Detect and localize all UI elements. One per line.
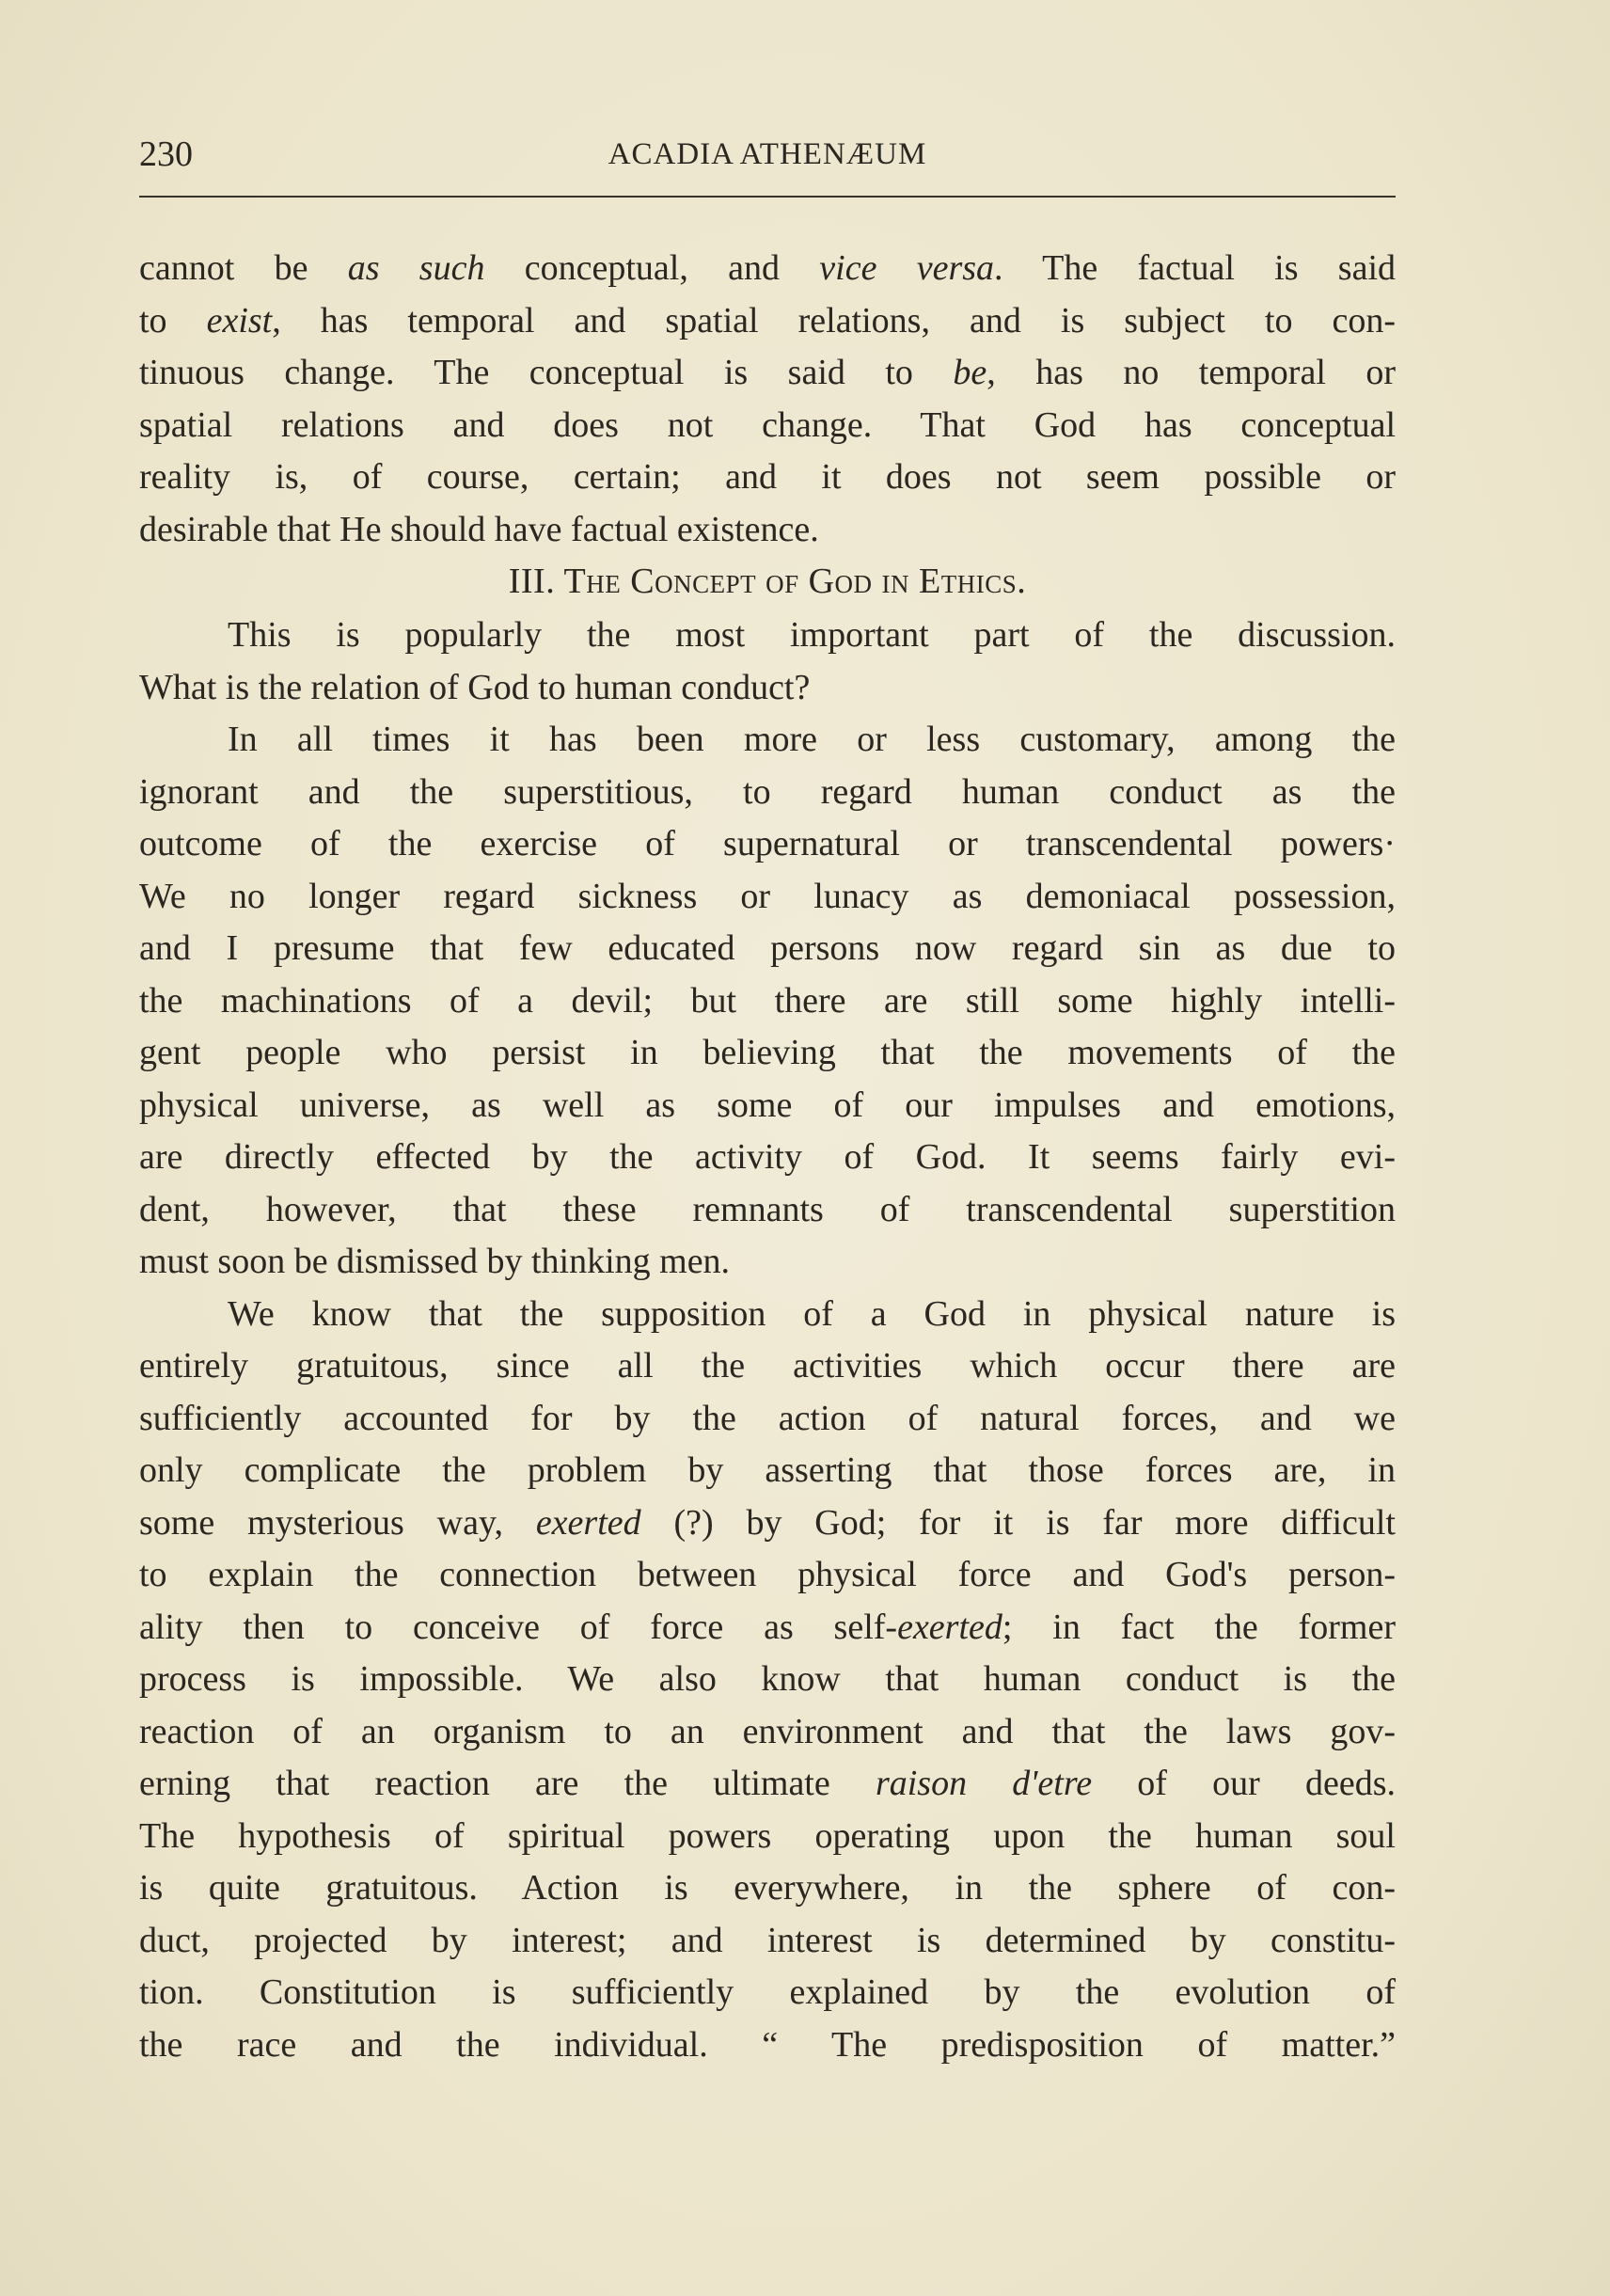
- text-line: dent, however, that these remnants of transcendental superstition: [139, 1189, 1396, 1229]
- text-line: erning that reaction are the ultimate raison d'etre of our deeds.: [139, 1764, 1396, 1803]
- text-line: the race and the individual. “ The predisposition of matter.”: [139, 2024, 1396, 2065]
- text-line: We know that the supposition of a God in physical nature is: [228, 1293, 1396, 1334]
- text-line: tion. Constitution is sufficiently explained by the evolution of: [139, 1972, 1396, 2012]
- text-line: outcome of the exercise of supernatural or transcendental powers·: [139, 824, 1396, 863]
- text-line: cannot be as such conceptual, and vice versa. The factual is said: [139, 248, 1396, 288]
- text-line: desirable that He should have factual existence.: [139, 509, 819, 549]
- page-header: [139, 134, 1396, 181]
- text-line: tinuous change. The conceptual is said to be, has no temporal or: [139, 353, 1396, 392]
- text-line: to exist, has temporal and spatial relations, and is subject to con-: [139, 300, 1396, 340]
- text-line: and I presume that few educated persons now regard sin as due to: [139, 928, 1396, 968]
- section-heading: III. The Concept of God in Ethics.: [508, 562, 1027, 601]
- header-rule: [139, 196, 1396, 198]
- text-line: sufficiently accounted for by the action of natural forces, and we: [139, 1398, 1396, 1438]
- running-head: ACADIA ATHENÆUM: [608, 137, 927, 171]
- text-line: What is the relation of God to human conduct?: [139, 667, 811, 707]
- text-line: physical universe, as well as some of our impulses and emotions,: [139, 1085, 1396, 1125]
- text-line: In all times it has been more or less customary, among the: [228, 720, 1396, 759]
- text-line: are directly effected by the activity of God. It seems fairly evi-: [139, 1137, 1396, 1177]
- text-line: ality then to conceive of force as self-exerted; in fact the former: [139, 1607, 1396, 1647]
- text-line: only complicate the problem by asserting that those forces are, in: [139, 1450, 1396, 1490]
- page-number: 230: [139, 135, 193, 174]
- text-line: entirely gratuitous, since all the activities which occur there are: [139, 1346, 1396, 1386]
- text-line: This is popularly the most important part of the discussion.: [228, 615, 1396, 655]
- text-line: reaction of an organism to an environment and that the laws gov-: [139, 1711, 1396, 1751]
- text-line: gent people who persist in believing that the movements of the: [139, 1033, 1396, 1072]
- text-line: reality is, of course, certain; and it does not seem possible or: [139, 457, 1396, 497]
- text-line: is quite gratuitous. Action is everywhere, in the sphere of con-: [139, 1868, 1396, 1908]
- text-line: to explain the connection between physical force and God's person-: [139, 1555, 1396, 1594]
- text-line: The hypothesis of spiritual powers operating upon the human soul: [139, 1815, 1396, 1856]
- text-line: some mysterious way, exerted (?) by God; for it is far more difficult: [139, 1502, 1396, 1543]
- text-line: must soon be dismissed by thinking men.: [139, 1242, 731, 1281]
- text-line: ignorant and the superstitious, to regard human conduct as the: [139, 771, 1396, 812]
- text-line: duct, projected by interest; and interest is determined by constitu-: [139, 1920, 1396, 1960]
- text-line: process is impossible. We also know that human conduct is the: [139, 1659, 1396, 1699]
- text-line: spatial relations and does not change. That God has conceptual: [139, 404, 1396, 445]
- text-line: the machinations of a devil; but there are still some highly intelli-: [139, 980, 1396, 1021]
- text-line: We no longer regard sickness or lunacy as demoniacal possession,: [139, 876, 1396, 916]
- body-text: [139, 243, 1396, 2071]
